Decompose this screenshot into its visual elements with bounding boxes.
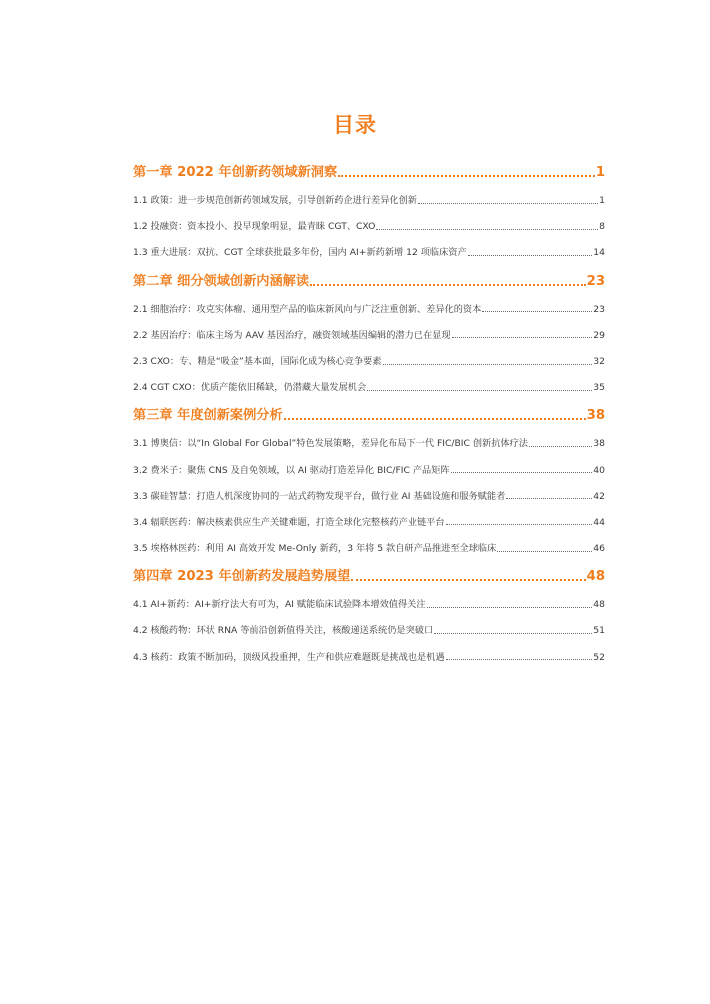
section-title: 2.3 CXO：专、精是“吸金”基本面，国际化成为核心竞争要素 <box>133 355 382 367</box>
section-page-number: 46 <box>593 543 605 555</box>
dot-leader <box>482 311 592 312</box>
section-title: 3.2 费米子：聚焦 CNS 及自免领域，以 AI 驱动打造差异化 BIC/FIC 产品矩阵 <box>133 464 450 476</box>
section-page-number: 42 <box>593 490 605 502</box>
section-page-number: 8 <box>599 221 605 233</box>
section-page-number: 32 <box>593 355 605 367</box>
section-title: 3.3 碳硅智慧：打造人机深度协同的一站式药物发现平台，做行业 AI 基础设施和服务赋能者 <box>133 490 506 502</box>
chapter-title: 第三章 年度创新案例分析 <box>133 408 283 424</box>
toc-section-entry[interactable] <box>133 484 605 510</box>
chapter-page-number: 1 <box>595 165 605 180</box>
section-title: 4.2 核酸药物：环状 RNA 等前沿创新值得关注，核酸递送系统仍是突破口 <box>133 625 434 637</box>
section-title: 2.1 细胞治疗：攻克实体瘤、通用型产品的临床新风向与广泛注重创新、差异化的资本 <box>133 303 482 315</box>
section-title: 3.1 博奥信：以“In Global For Global”特色发展策略，差异化布局下一代 FIC/BIC 创新抗体疗法 <box>133 438 528 450</box>
toc-section-entry[interactable] <box>133 297 605 323</box>
dot-leader <box>529 446 592 447</box>
section-page-number: 40 <box>593 464 605 476</box>
toc-chapter-entry[interactable] <box>133 267 605 297</box>
section-page-number: 38 <box>593 438 605 450</box>
chapter-page-number: 23 <box>586 273 605 289</box>
toc-section-entry[interactable] <box>133 214 605 240</box>
toc-chapter-entry[interactable] <box>133 562 605 592</box>
toc-section-entry[interactable] <box>133 536 605 562</box>
toc-title: 目录 <box>333 113 377 137</box>
chapter-title: 第四章 2023 年创新药发展趋势展望 <box>133 569 351 585</box>
toc-section-entry[interactable] <box>133 592 605 618</box>
chapter-title: 第二章 细分领域创新内涵解读 <box>133 273 310 289</box>
section-page-number: 29 <box>593 329 605 341</box>
dot-leader <box>418 203 598 204</box>
toc-section-entry[interactable] <box>133 323 605 349</box>
table-of-contents <box>133 158 605 671</box>
section-page-number: 48 <box>593 599 605 611</box>
dot-leader <box>446 659 593 660</box>
dot-leader <box>310 284 586 286</box>
toc-chapter-entry[interactable] <box>133 158 605 188</box>
dot-leader <box>468 255 593 256</box>
section-page-number: 14 <box>593 247 605 259</box>
chapter-title: 第一章 2022 年创新药领域新洞察 <box>133 165 338 180</box>
toc-section-entry[interactable] <box>133 645 605 671</box>
dot-leader <box>376 229 598 230</box>
toc-section-entry[interactable] <box>133 240 605 266</box>
section-page-number: 51 <box>593 625 605 637</box>
dot-leader <box>338 175 595 177</box>
dot-leader <box>434 633 592 634</box>
toc-section-entry[interactable] <box>133 510 605 536</box>
dot-leader <box>367 390 592 391</box>
section-title: 1.3 重大进展：双抗、CGT 全球获批最多年份，国内 AI+新药新增 12 项临床资产 <box>133 247 467 259</box>
toc-section-entry[interactable] <box>133 458 605 484</box>
dot-leader <box>427 607 593 608</box>
section-page-number: 23 <box>593 303 605 315</box>
toc-section-entry[interactable] <box>133 431 605 457</box>
section-title: 3.5 埃格林医药：利用 AI 高效开发 Me-Only 新药，3 年将 5 款自研产品推进至全球临床 <box>133 543 497 555</box>
dot-leader <box>284 418 586 420</box>
section-title: 4.1 AI+新药：AI+新疗法大有可为，AI 赋能临床试验降本增效值得关注 <box>133 599 426 611</box>
section-title: 2.4 CGT CXO：优质产能依旧稀缺，仍潜藏大量发展机会 <box>133 382 367 394</box>
dot-leader <box>451 472 593 473</box>
section-title: 1.1 政策：进一步规范创新药领域发展，引导创新药企进行差异化创新 <box>133 195 417 206</box>
section-page-number: 44 <box>593 516 605 528</box>
chapter-page-number: 48 <box>586 569 605 585</box>
toc-chapter-entry[interactable] <box>133 401 605 431</box>
section-title: 1.2 投融资：资本投小、投早现象明显，最青睐 CGT、CXO <box>133 221 376 233</box>
dot-leader <box>351 579 585 581</box>
toc-section-entry[interactable] <box>133 375 605 401</box>
dot-leader <box>452 337 593 338</box>
dot-leader <box>446 524 593 525</box>
chapter-page-number: 38 <box>586 408 605 424</box>
dot-leader <box>497 551 592 552</box>
section-page-number: 35 <box>593 382 605 394</box>
dot-leader <box>383 364 593 365</box>
section-title: 2.2 基因治疗：临床主场为 AAV 基因治疗，融资领域基因编辑的潜力已在显现 <box>133 329 451 341</box>
section-title: 4.3 核药：政策不断加码，顶级风投重押，生产和供应难题既是挑战也是机遇 <box>133 651 445 663</box>
section-page-number: 52 <box>593 651 605 663</box>
section-page-number: 1 <box>599 195 605 206</box>
toc-section-entry[interactable] <box>133 349 605 375</box>
toc-section-entry[interactable] <box>133 618 605 644</box>
section-title: 3.4 辐联医药：解决核素供应生产关键难题，打造全球化完整核药产业链平台 <box>133 516 445 528</box>
dot-leader <box>506 498 592 499</box>
toc-section-entry[interactable] <box>133 188 605 214</box>
